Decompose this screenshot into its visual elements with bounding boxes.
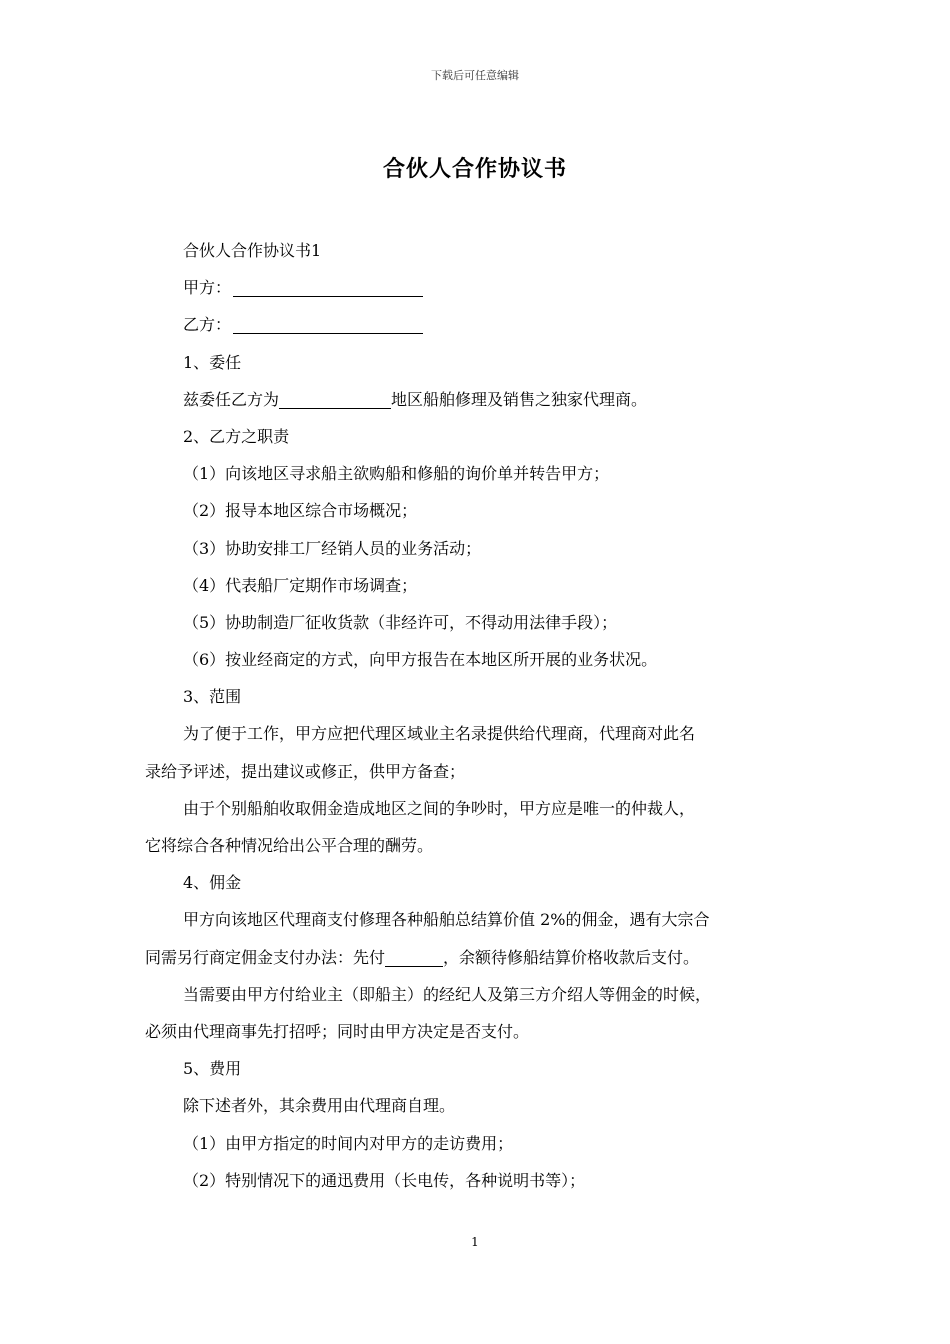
section-1-paragraph [145,381,810,418]
paragraph-line: 由于个别船舶收取佣金造成地区之间的争吵时，甲方应是唯一的仲裁人， [183,798,696,818]
paragraph-line: 录给予评述，提出建议或修正，供甲方备查； [145,761,466,781]
subtitle: 合伙人合作协议书1 [183,241,322,260]
paragraph-line: 必须由代理商事先打招呼；同时由甲方决定是否支付。 [145,1021,530,1041]
document-body [145,232,810,1199]
party-a-blank [233,274,423,297]
list-item: （1）向该地区寻求船主欲购船和修船的询价单并转告甲方； [183,464,610,484]
header-note: 下载后可任意编辑 [431,69,519,82]
s1-text-a: 兹委任乙方为 [183,389,280,409]
section-3-title: 3、范围 [183,687,242,707]
party-b-line [145,306,810,343]
s4-text-a: 同需另行商定佣金支付办法：先付 [145,947,386,967]
section-2-title: 2、乙方之职责 [183,426,290,446]
party-b-label: 乙方： [183,315,232,335]
list-item: （2）报导本地区综合市场概况； [183,501,418,521]
s1-text-b: 地区船舶修理及销售之独家代理商。 [391,389,648,409]
s4-text-b: ，余额待修船结算价格收款后支付。 [443,947,700,967]
list-item: （3）协助安排工厂经销人员的业务活动； [183,538,482,558]
list-item: （6）按业经商定的方式，向甲方报告在本地区所开展的业务状况。 [183,650,658,670]
paragraph-line: 除下述者外，其余费用由代理商自理。 [183,1096,456,1116]
section-1-title: 1、委任 [183,352,242,372]
page-number: 1 [471,1235,479,1249]
party-b-blank [233,311,423,334]
list-item: （1）由甲方指定的时间内对甲方的走访费用； [183,1133,514,1153]
prepay-blank [385,944,443,967]
document-title: 合伙人合作协议书 [382,156,567,182]
list-item: （2）特别情况下的通迅费用（长电传，各种说明书等）； [183,1170,586,1190]
list-item: （5）协助制造厂征收货款（非经许可，不得动用法律手段）； [183,612,618,632]
region-blank [279,386,391,409]
paragraph-line: 它将综合各种情况给出公平合理的酬劳。 [145,836,434,855]
paragraph-line: 甲方向该地区代理商支付修理各种船舶总结算价值 2%的佣金，遇有大宗合 [183,910,710,930]
paragraph-line: 为了便于工作，甲方应把代理区域业主名录提供给代理商，代理商对此名 [183,724,696,744]
list-item: （4）代表船厂定期作市场调查； [183,575,418,595]
paragraph-line: 当需要由甲方付给业主（即船主）的经纪人及第三方介绍人等佣金的时候， [183,984,712,1004]
section-4-title: 4、佣金 [183,873,242,893]
section-5-title: 5、费用 [183,1059,242,1079]
paragraph-line [145,939,810,976]
party-a-line [145,269,810,306]
party-a-label: 甲方： [183,278,232,298]
